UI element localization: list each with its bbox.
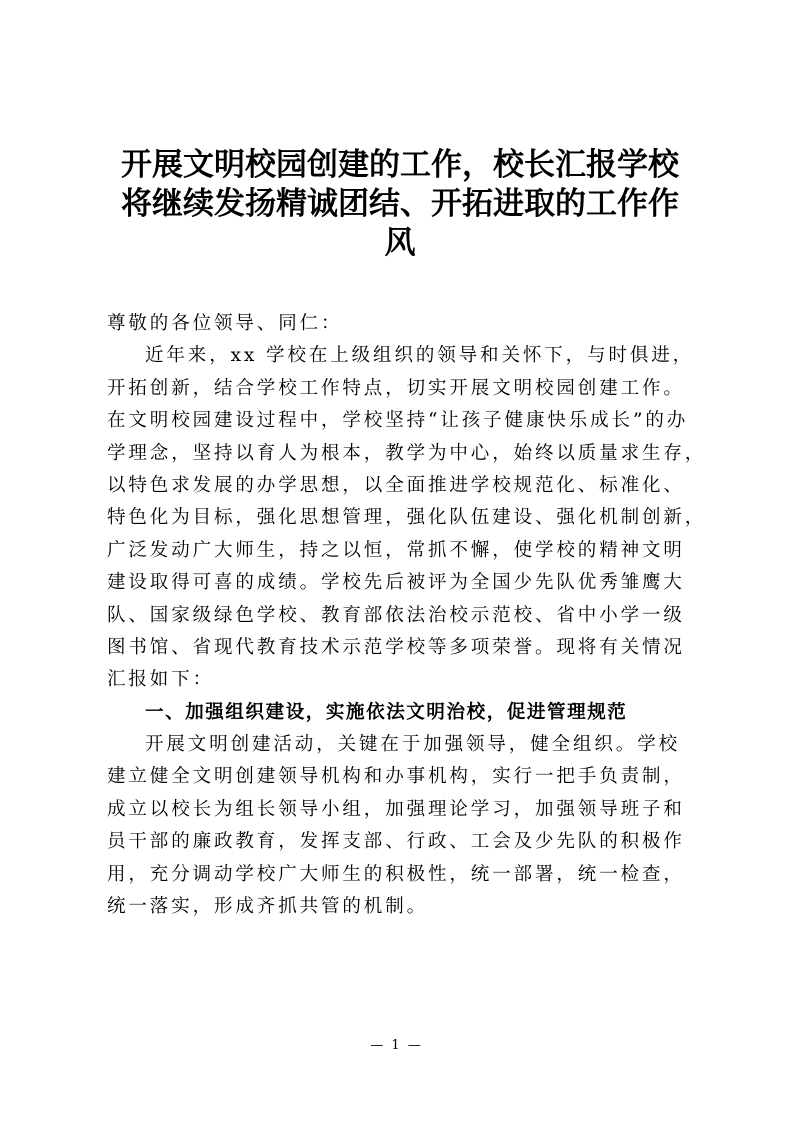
paragraph-1-line: 汇报如下：: [107, 669, 215, 691]
paragraph-1-line: 广泛发动广大师生，持之以恒，常抓不懈，使学校的精神文明: [107, 539, 685, 561]
paragraph-2-line: 统一落实，形成齐抓共管的机制。: [107, 896, 429, 918]
paragraph-1-line: 队、国家级绿色学校、教育部依法治校示范校、省中小学一级: [107, 604, 685, 626]
title-line-3: 风: [384, 225, 416, 261]
title-line-1: 开展文明校园创建的工作，校长汇报学校: [121, 147, 679, 183]
paragraph-1-line: 在文明校园建设过程中，学校坚持“让孩子健康快乐成长”的办: [107, 410, 689, 432]
paragraph-2-line: 用，充分调动学校广大师生的积极性，统一部署，统一检查，: [107, 863, 685, 885]
paragraph-2-line: 建立健全文明创建领导机构和办事机构，实行一把手负责制，: [107, 766, 685, 788]
document-body: [107, 308, 707, 923]
paragraph-1-line: 建设取得可喜的成绩。学校先后被评为全国少先队优秀雏鹰大: [107, 572, 685, 594]
paragraph-1-line: 图书馆、省现代教育技术示范学校等多项荣誉。现将有关情况: [107, 636, 685, 658]
document-title: [100, 146, 700, 263]
page-number: — 1 —: [370, 1038, 423, 1053]
paragraph-1-line: 学理念，坚持以育人为根本，教学为中心，始终以质量求生存，: [107, 442, 707, 464]
paragraph-2-line: 员干部的廉政教育，发挥支部、行政、工会及少先队的积极作: [107, 831, 685, 853]
paragraph-2-line: 成立以校长为组长领导小组，加强理论学习，加强领导班子和: [107, 798, 685, 820]
paragraph-1-line: 以特色求发展的办学思想，以全面推进学校规范化、标准化、: [107, 474, 685, 496]
paragraph-2-line: 开展文明创建活动，关键在于加强领导，健全组织。学校: [145, 734, 681, 756]
salutation: 尊敬的各位领导、同仁：: [107, 313, 343, 334]
section-heading-1: 一、加强组织建设，实施依法文明治校，促进管理规范: [145, 701, 628, 723]
paragraph-1-line: 特色化为目标，强化思想管理，强化队伍建设、强化机制创新，: [107, 507, 707, 529]
title-line-2: 将继续发扬精诚团结、开拓进取的工作作: [121, 186, 679, 222]
paragraph-1-line: 近年来，xx 学校在上级组织的领导和关怀下，与时俱进，: [145, 345, 695, 367]
paragraph-1-line: 开拓创新，结合学校工作特点，切实开展文明校园创建工作。: [107, 377, 685, 399]
